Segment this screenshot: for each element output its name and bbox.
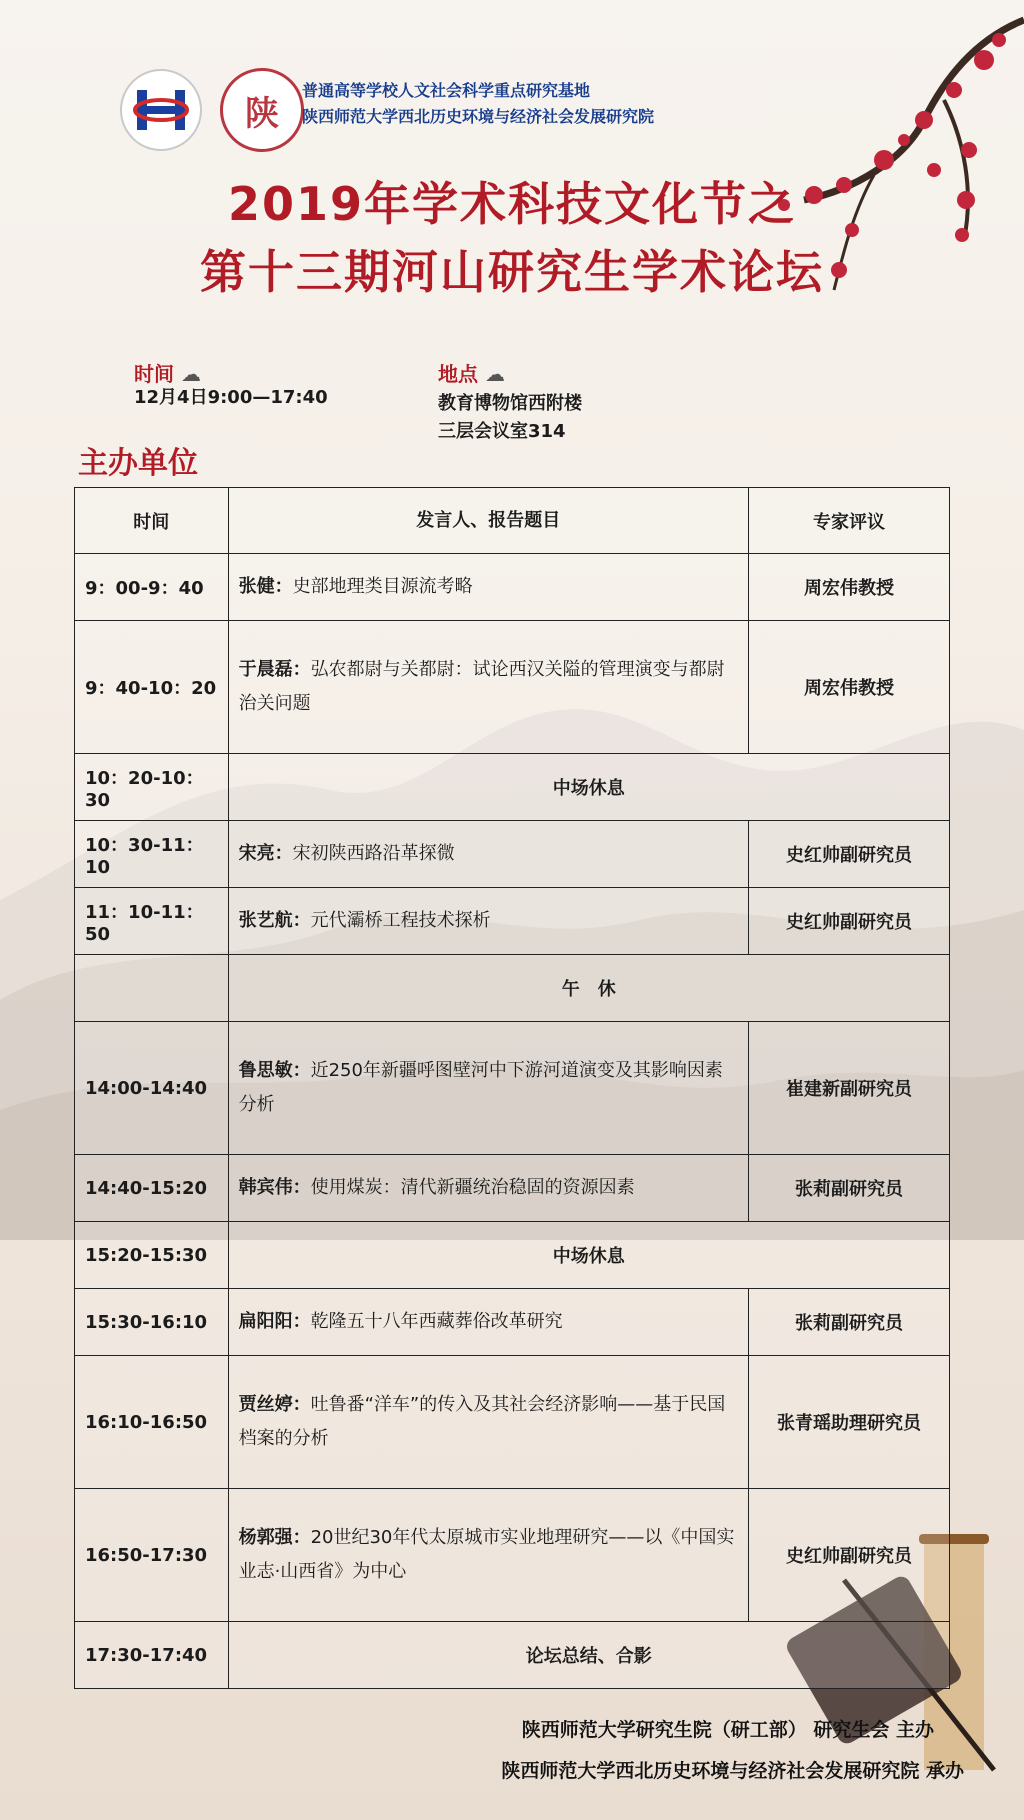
break-label: 午 休 xyxy=(228,955,949,1022)
talk-topic: 元代灞桥工程技术探析 xyxy=(310,910,491,931)
row-talk xyxy=(228,621,748,754)
place-label: 地点 ☁ xyxy=(438,362,505,386)
row-talk xyxy=(228,888,748,955)
speaker-name: 于晨磊： xyxy=(238,659,311,680)
row-expert: 崔建新副研究员 xyxy=(748,1022,949,1155)
talk-topic: 乾隆五十八年西藏葬俗改革研究 xyxy=(310,1311,563,1332)
row-talk xyxy=(228,1356,748,1489)
time-value: 12月4日9:00—17:40 xyxy=(134,387,328,408)
institution-lines xyxy=(302,78,654,130)
logo-group xyxy=(120,68,304,152)
place-value xyxy=(438,390,582,446)
row-time: 9：40-10：20 xyxy=(75,621,229,754)
institute-emblem-icon xyxy=(120,69,202,151)
university-seal-icon xyxy=(220,68,304,152)
row-talk xyxy=(228,554,748,621)
talk-topic: 弘农都尉与关都尉：试论西汉关隘的管理演变与都尉治关问题 xyxy=(238,659,725,714)
talk-topic: 近250年新疆呼图壁河中下游河道演变及其影响因素分析 xyxy=(238,1060,723,1115)
speaker-name: 扁阳阳： xyxy=(238,1311,311,1332)
row-expert: 周宏伟教授 xyxy=(748,621,949,754)
speaker-name: 张艺航： xyxy=(238,910,311,931)
row-time: 14:40-15:20 xyxy=(75,1155,229,1222)
break-row xyxy=(75,1622,950,1689)
row-time: 15:20-15:30 xyxy=(75,1222,229,1289)
table-row xyxy=(75,1022,950,1155)
talk-topic: 宋初陕西路沿革探微 xyxy=(292,843,455,864)
break-row xyxy=(75,754,950,821)
table-row xyxy=(75,621,950,754)
speaker-name: 鲁思敏： xyxy=(238,1060,311,1081)
footer-co-organizer: 陕西师范大学西北历史环境与经济社会发展研究院 承办 xyxy=(501,1760,964,1782)
break-label: 论坛总结、合影 xyxy=(228,1622,949,1689)
row-time: 11：10-11：50 xyxy=(75,888,229,955)
table-row xyxy=(75,888,950,955)
table-row xyxy=(75,1289,950,1356)
row-expert: 张莉副研究员 xyxy=(748,1289,949,1356)
table-row xyxy=(75,1489,950,1622)
table-header-row xyxy=(75,488,950,554)
row-expert: 史红帅副研究员 xyxy=(748,888,949,955)
cloud-ornament-icon: ☁ xyxy=(180,362,201,386)
place-line1: 教育博物馆西附楼 xyxy=(438,393,582,414)
talk-topic: 吐鲁番“洋车”的传入及其社会经济影响——基于民国档案的分析 xyxy=(238,1394,726,1449)
row-talk xyxy=(228,1289,748,1356)
schedule-table xyxy=(74,487,950,1689)
footer-organizer: 陕西师范大学研究生院（研工部） 研究生会 主办 xyxy=(521,1719,934,1741)
break-label: 中场休息 xyxy=(228,1222,949,1289)
row-talk xyxy=(228,1155,748,1222)
row-talk xyxy=(228,1489,748,1622)
table-row xyxy=(75,821,950,888)
row-time: 15:30-16:10 xyxy=(75,1289,229,1356)
row-time: 16:10-16:50 xyxy=(75,1356,229,1489)
row-time: 17:30-17:40 xyxy=(75,1622,229,1689)
header-time: 时间 xyxy=(75,488,229,554)
row-expert: 史红帅副研究员 xyxy=(748,1489,949,1622)
header-talk: 发言人、报告题目 xyxy=(228,488,748,554)
cloud-ornament-icon: ☁ xyxy=(484,362,505,386)
speaker-name: 宋亮： xyxy=(238,843,293,864)
talk-topic: 20世纪30年代太原城市实业地理研究——以《中国实业志·山西省》为中心 xyxy=(238,1527,735,1582)
break-row xyxy=(75,955,950,1022)
speaker-name: 韩宾伟： xyxy=(238,1177,311,1198)
talk-topic: 使用煤炭：清代新疆统治稳固的资源因素 xyxy=(310,1177,635,1198)
page-title-line1: 2019年学术科技文化节之 xyxy=(227,177,797,231)
row-expert: 张莉副研究员 xyxy=(748,1155,949,1222)
speaker-name: 贾丝婷： xyxy=(238,1394,311,1415)
row-talk xyxy=(228,821,748,888)
row-time xyxy=(75,955,229,1022)
break-label: 中场休息 xyxy=(228,754,949,821)
section-title: 主办单位 xyxy=(78,446,198,481)
row-time: 10：30-11：10 xyxy=(75,821,229,888)
speaker-name: 张健： xyxy=(238,576,293,597)
row-expert: 张青瑶助理研究员 xyxy=(748,1356,949,1489)
speaker-name: 杨郭强： xyxy=(238,1527,311,1548)
row-talk xyxy=(228,1022,748,1155)
talk-topic: 史部地理类目源流考略 xyxy=(292,576,473,597)
row-expert: 史红帅副研究员 xyxy=(748,821,949,888)
row-time: 14:00-14:40 xyxy=(75,1022,229,1155)
page-title-line2: 第十三期河山研究生学术论坛 xyxy=(200,245,824,299)
row-time: 10：20-10：30 xyxy=(75,754,229,821)
header-expert: 专家评议 xyxy=(748,488,949,554)
table-row xyxy=(75,554,950,621)
break-row xyxy=(75,1222,950,1289)
table-row xyxy=(75,1155,950,1222)
row-expert: 周宏伟教授 xyxy=(748,554,949,621)
table-row xyxy=(75,1356,950,1489)
seal-glyph: 陕 xyxy=(245,93,279,134)
place-line2: 三层会议室314 xyxy=(438,421,566,442)
institution-line1: 普通高等学校人文社会科学重点研究基地 xyxy=(302,81,591,100)
row-time: 9：00-9：40 xyxy=(75,554,229,621)
row-time: 16:50-17:30 xyxy=(75,1489,229,1622)
institution-line2: 陕西师范大学西北历史环境与经济社会发展研究院 xyxy=(302,107,655,126)
time-label: 时间 ☁ xyxy=(134,362,201,386)
